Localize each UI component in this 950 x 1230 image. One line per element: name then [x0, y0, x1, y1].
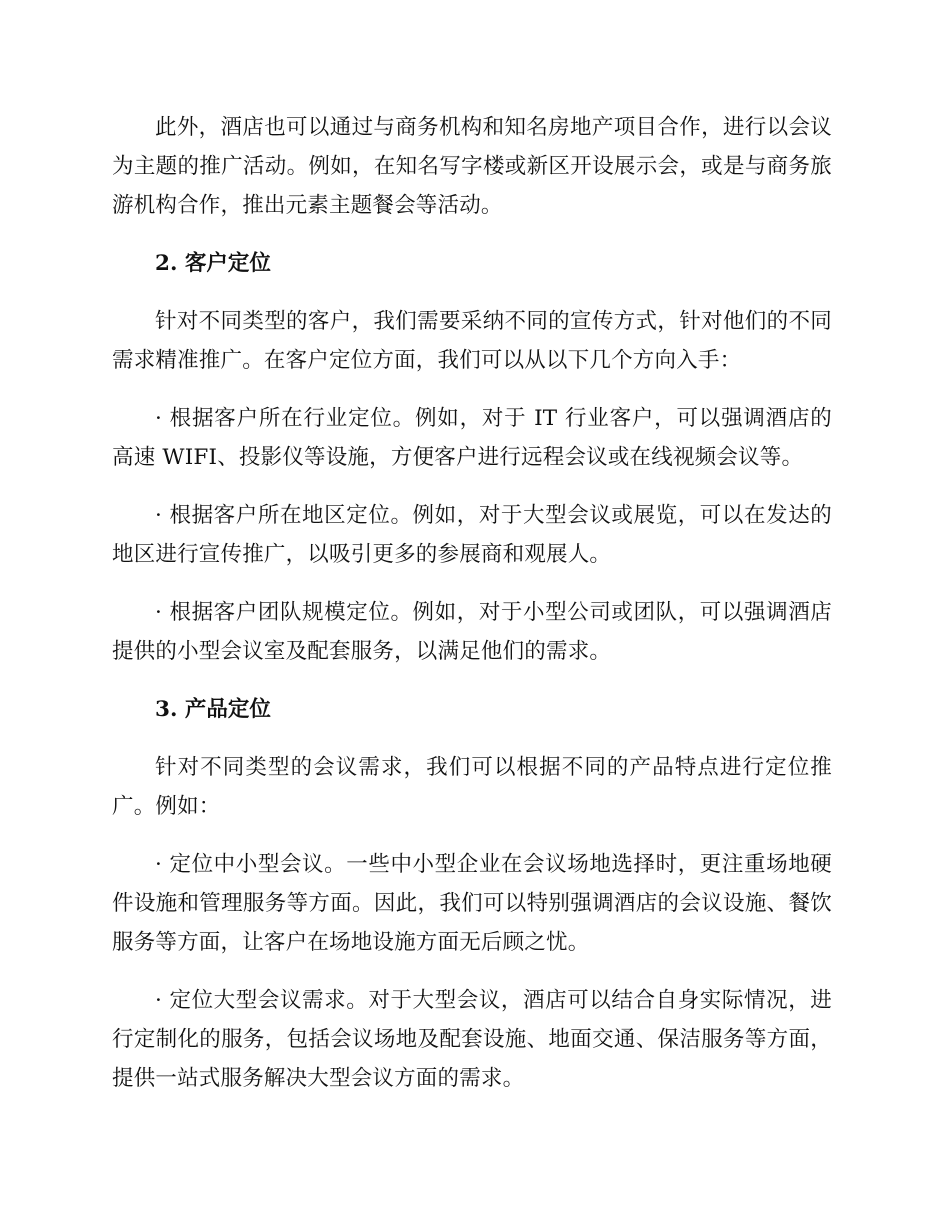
document-body — [112, 108, 832, 1098]
paragraph-product-intro: 针对不同类型的会议需求，我们可以根据不同的产品特点进行定位推广。例如： — [112, 755, 832, 819]
section-heading-product-positioning: 3. 产品定位 — [155, 697, 271, 722]
paragraph-customer-intro: 针对不同类型的客户，我们需要采纳不同的宣传方式，针对他们的不同需求精准推广。在客户定位方面，我们可以从以下几个方向入手： — [112, 309, 832, 373]
bullet-item-team-size: · 根据客户团队规模定位。例如，对于小型公司或团队，可以强调酒店提供的小型会议室及配套服务，以满足他们的需求。 — [112, 600, 832, 664]
bullet-item-large-meetings: · 定位大型会议需求。对于大型会议，酒店可以结合自身实际情况，进行定制化的服务，包括会议场地及配套设施、地面交通、保洁服务等方面，提供一站式服务解决大型会议方面的需求。 — [112, 988, 832, 1091]
bullet-item-small-meetings: · 定位中小型会议。一些中小型企业在会议场地选择时，更注重场地硬件设施和管理服务等方面。因此，我们可以特别强调酒店的会议设施、餐饮服务等方面，让客户在场地设施方面无后顾之忧。 — [112, 852, 832, 955]
section-heading-customer-positioning: 2. 客户定位 — [155, 251, 271, 276]
paragraph-intro: 此外，酒店也可以通过与商务机构和知名房地产项目合作，进行以会议为主题的推广活动。例如，在知名写字楼或新区开设展示会，或是与商务旅游机构合作，推出元素主题餐会等活动。 — [112, 115, 832, 218]
bullet-item-region: · 根据客户所在地区定位。例如，对于大型会议或展览，可以在发达的地区进行宣传推广，以吸引更多的参展商和观展人。 — [112, 503, 832, 567]
bullet-item-industry: · 根据客户所在行业定位。例如，对于 IT 行业客户，可以强调酒店的高速 WIFI、投影仪等设施，方便客户进行远程会议或在线视频会议等。 — [112, 406, 832, 470]
